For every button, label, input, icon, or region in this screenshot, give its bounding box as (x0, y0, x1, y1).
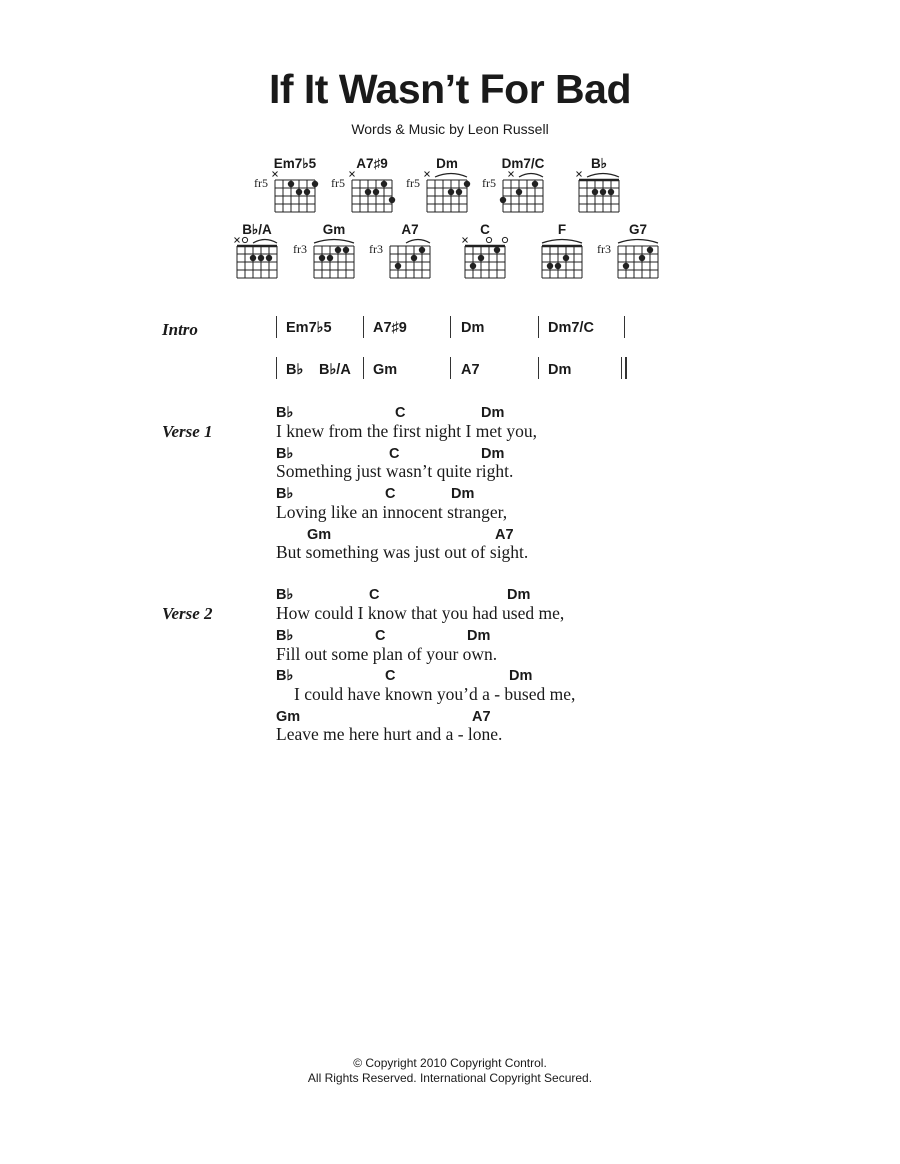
finger-dot (555, 263, 561, 269)
finger-dot (335, 247, 341, 253)
finger-dot (532, 181, 538, 187)
finger-dot (343, 247, 349, 253)
chord-symbol: B♭ (286, 362, 304, 378)
finger-dot (304, 189, 310, 195)
chord-diagram-name: Dm (436, 156, 458, 171)
bar-line (276, 357, 277, 379)
finger-dot (464, 181, 470, 187)
chord-symbol: B♭ (276, 628, 294, 644)
finger-dot (639, 255, 645, 261)
bar-line (363, 357, 364, 379)
finger-dot (478, 255, 484, 261)
lyric-line: Leave me here hurt and a - lone. (276, 724, 503, 744)
chord-symbol: Dm (548, 362, 572, 378)
lyric-line: Something just wasn’t quite right. (276, 461, 514, 481)
fret-label: fr5 (406, 176, 420, 190)
finger-dot (623, 263, 629, 269)
finger-dot (312, 181, 318, 187)
lyric-line: But something was just out of sight. (276, 542, 529, 562)
finger-dot (500, 197, 506, 203)
barre-arc (587, 174, 619, 178)
chord-symbol: B♭ (276, 486, 294, 502)
bar-line (538, 316, 539, 338)
finger-dot (608, 189, 614, 195)
chord-symbol: C (375, 628, 386, 644)
barre-arc (406, 240, 430, 244)
chord-symbol: A7 (472, 709, 491, 725)
barre-arc (435, 174, 467, 178)
chord-symbol: C (395, 405, 406, 421)
final-bar-line (621, 357, 622, 379)
finger-dot (448, 189, 454, 195)
finger-dot (258, 255, 264, 261)
lyric-line: Loving like an innocent stranger, (276, 502, 508, 522)
finger-dot (419, 247, 425, 253)
chord-symbol: C (385, 668, 396, 684)
song-title: If It Wasn’t For Bad (268, 66, 632, 112)
barre-arc (618, 240, 658, 244)
verse-2-label: Verse 2 (162, 604, 213, 623)
barre-arc (542, 240, 582, 244)
finger-dot (470, 263, 476, 269)
open-string-marker (242, 237, 247, 242)
finger-dot (250, 255, 256, 261)
chord-diagram-name: Dm7/C (501, 156, 545, 171)
chord-symbol: A7 (495, 527, 514, 543)
chord-diagram-name: G7 (628, 222, 647, 237)
chord-diagram-name: Em7♭5 (273, 156, 317, 171)
chord-diagram-name: A7♯9 (356, 156, 388, 171)
lyric-line: I knew from the first night I met you, (276, 421, 537, 441)
fretboard-grid (554, 156, 644, 222)
finger-dot (600, 189, 606, 195)
song-credit: Words & Music by Leon Russell (351, 121, 549, 137)
chord-symbol: B♭ (276, 446, 294, 462)
finger-dot (647, 247, 653, 253)
copyright-line-1: © Copyright 2010 Copyright Control. (353, 1056, 547, 1070)
chord-symbol: Gm (276, 709, 301, 725)
fret-label: fr3 (597, 242, 611, 256)
barre-arc (519, 174, 543, 178)
lyric-line: Fill out some plan of your own. (276, 644, 498, 664)
finger-dot (563, 255, 569, 261)
finger-dot (296, 189, 302, 195)
fret-label: fr5 (254, 176, 268, 190)
chord-symbol: Em7♭5 (286, 320, 332, 336)
chord-diagram-name: Gm (322, 222, 346, 237)
chord-diagram-bb (554, 156, 644, 222)
finger-dot (516, 189, 522, 195)
finger-dot (365, 189, 371, 195)
chord-symbol: Dm (509, 668, 533, 684)
chord-symbol: A7 (461, 362, 480, 378)
chord-diagram-name: F (557, 222, 567, 237)
chord-symbol: B♭/A (319, 362, 351, 378)
chord-diagram-name: A7 (401, 222, 419, 237)
finger-dot (327, 255, 333, 261)
chord-symbol: B♭ (276, 587, 294, 603)
chord-symbol: Dm (481, 405, 505, 421)
chord-diagram-g7 (593, 222, 683, 288)
chord-symbol: C (369, 587, 380, 603)
chord-diagram-name: C (480, 222, 490, 237)
finger-dot (494, 247, 500, 253)
intro-label: Intro (162, 320, 198, 339)
chord-symbol: B♭ (276, 405, 294, 421)
finger-dot (319, 255, 325, 261)
finger-dot (266, 255, 272, 261)
bar-line (538, 357, 539, 379)
finger-dot (592, 189, 598, 195)
chord-symbol: Dm7/C (548, 320, 594, 336)
finger-dot (389, 197, 395, 203)
chord-symbol: A7♯9 (373, 320, 407, 336)
final-bar-line-thick (625, 357, 627, 379)
fret-label: fr3 (369, 242, 383, 256)
chord-symbol: Dm (507, 587, 531, 603)
lyric-line: I could have known you’d a - bused me, (294, 684, 576, 704)
chord-diagram-name: B♭ (590, 156, 608, 171)
barre-arc (253, 240, 277, 244)
chord-symbol: Dm (451, 486, 475, 502)
bar-line (624, 316, 625, 338)
barre-arc (314, 240, 354, 244)
chord-symbol: Gm (307, 527, 332, 543)
bar-line (276, 316, 277, 338)
chord-symbol: C (389, 446, 400, 462)
finger-dot (373, 189, 379, 195)
fret-label: fr5 (331, 176, 345, 190)
copyright-line-2: All Rights Reserved. International Copyright Secured. (307, 1071, 593, 1085)
fret-label: fr5 (482, 176, 496, 190)
chord-symbol: Gm (373, 362, 398, 378)
chord-diagram-name: B♭/A (242, 222, 272, 237)
bar-line (450, 316, 451, 338)
finger-dot (381, 181, 387, 187)
chord-symbol: C (385, 486, 396, 502)
chord-symbol: Dm (481, 446, 505, 462)
finger-dot (395, 263, 401, 269)
bar-line (450, 357, 451, 379)
fret-label: fr3 (293, 242, 307, 256)
finger-dot (288, 181, 294, 187)
open-string-marker (486, 237, 491, 242)
chord-symbol: Dm (467, 628, 491, 644)
bar-line (363, 316, 364, 338)
finger-dot (547, 263, 553, 269)
chord-symbol: Dm (461, 320, 485, 336)
finger-dot (411, 255, 417, 261)
copyright-notice (0, 1056, 900, 1086)
open-string-marker (502, 237, 507, 242)
fretboard-grid (593, 222, 683, 288)
chord-symbol: B♭ (276, 668, 294, 684)
lyric-line: How could I know that you had used me, (276, 603, 565, 623)
finger-dot (456, 189, 462, 195)
verse-1-label: Verse 1 (162, 422, 213, 441)
